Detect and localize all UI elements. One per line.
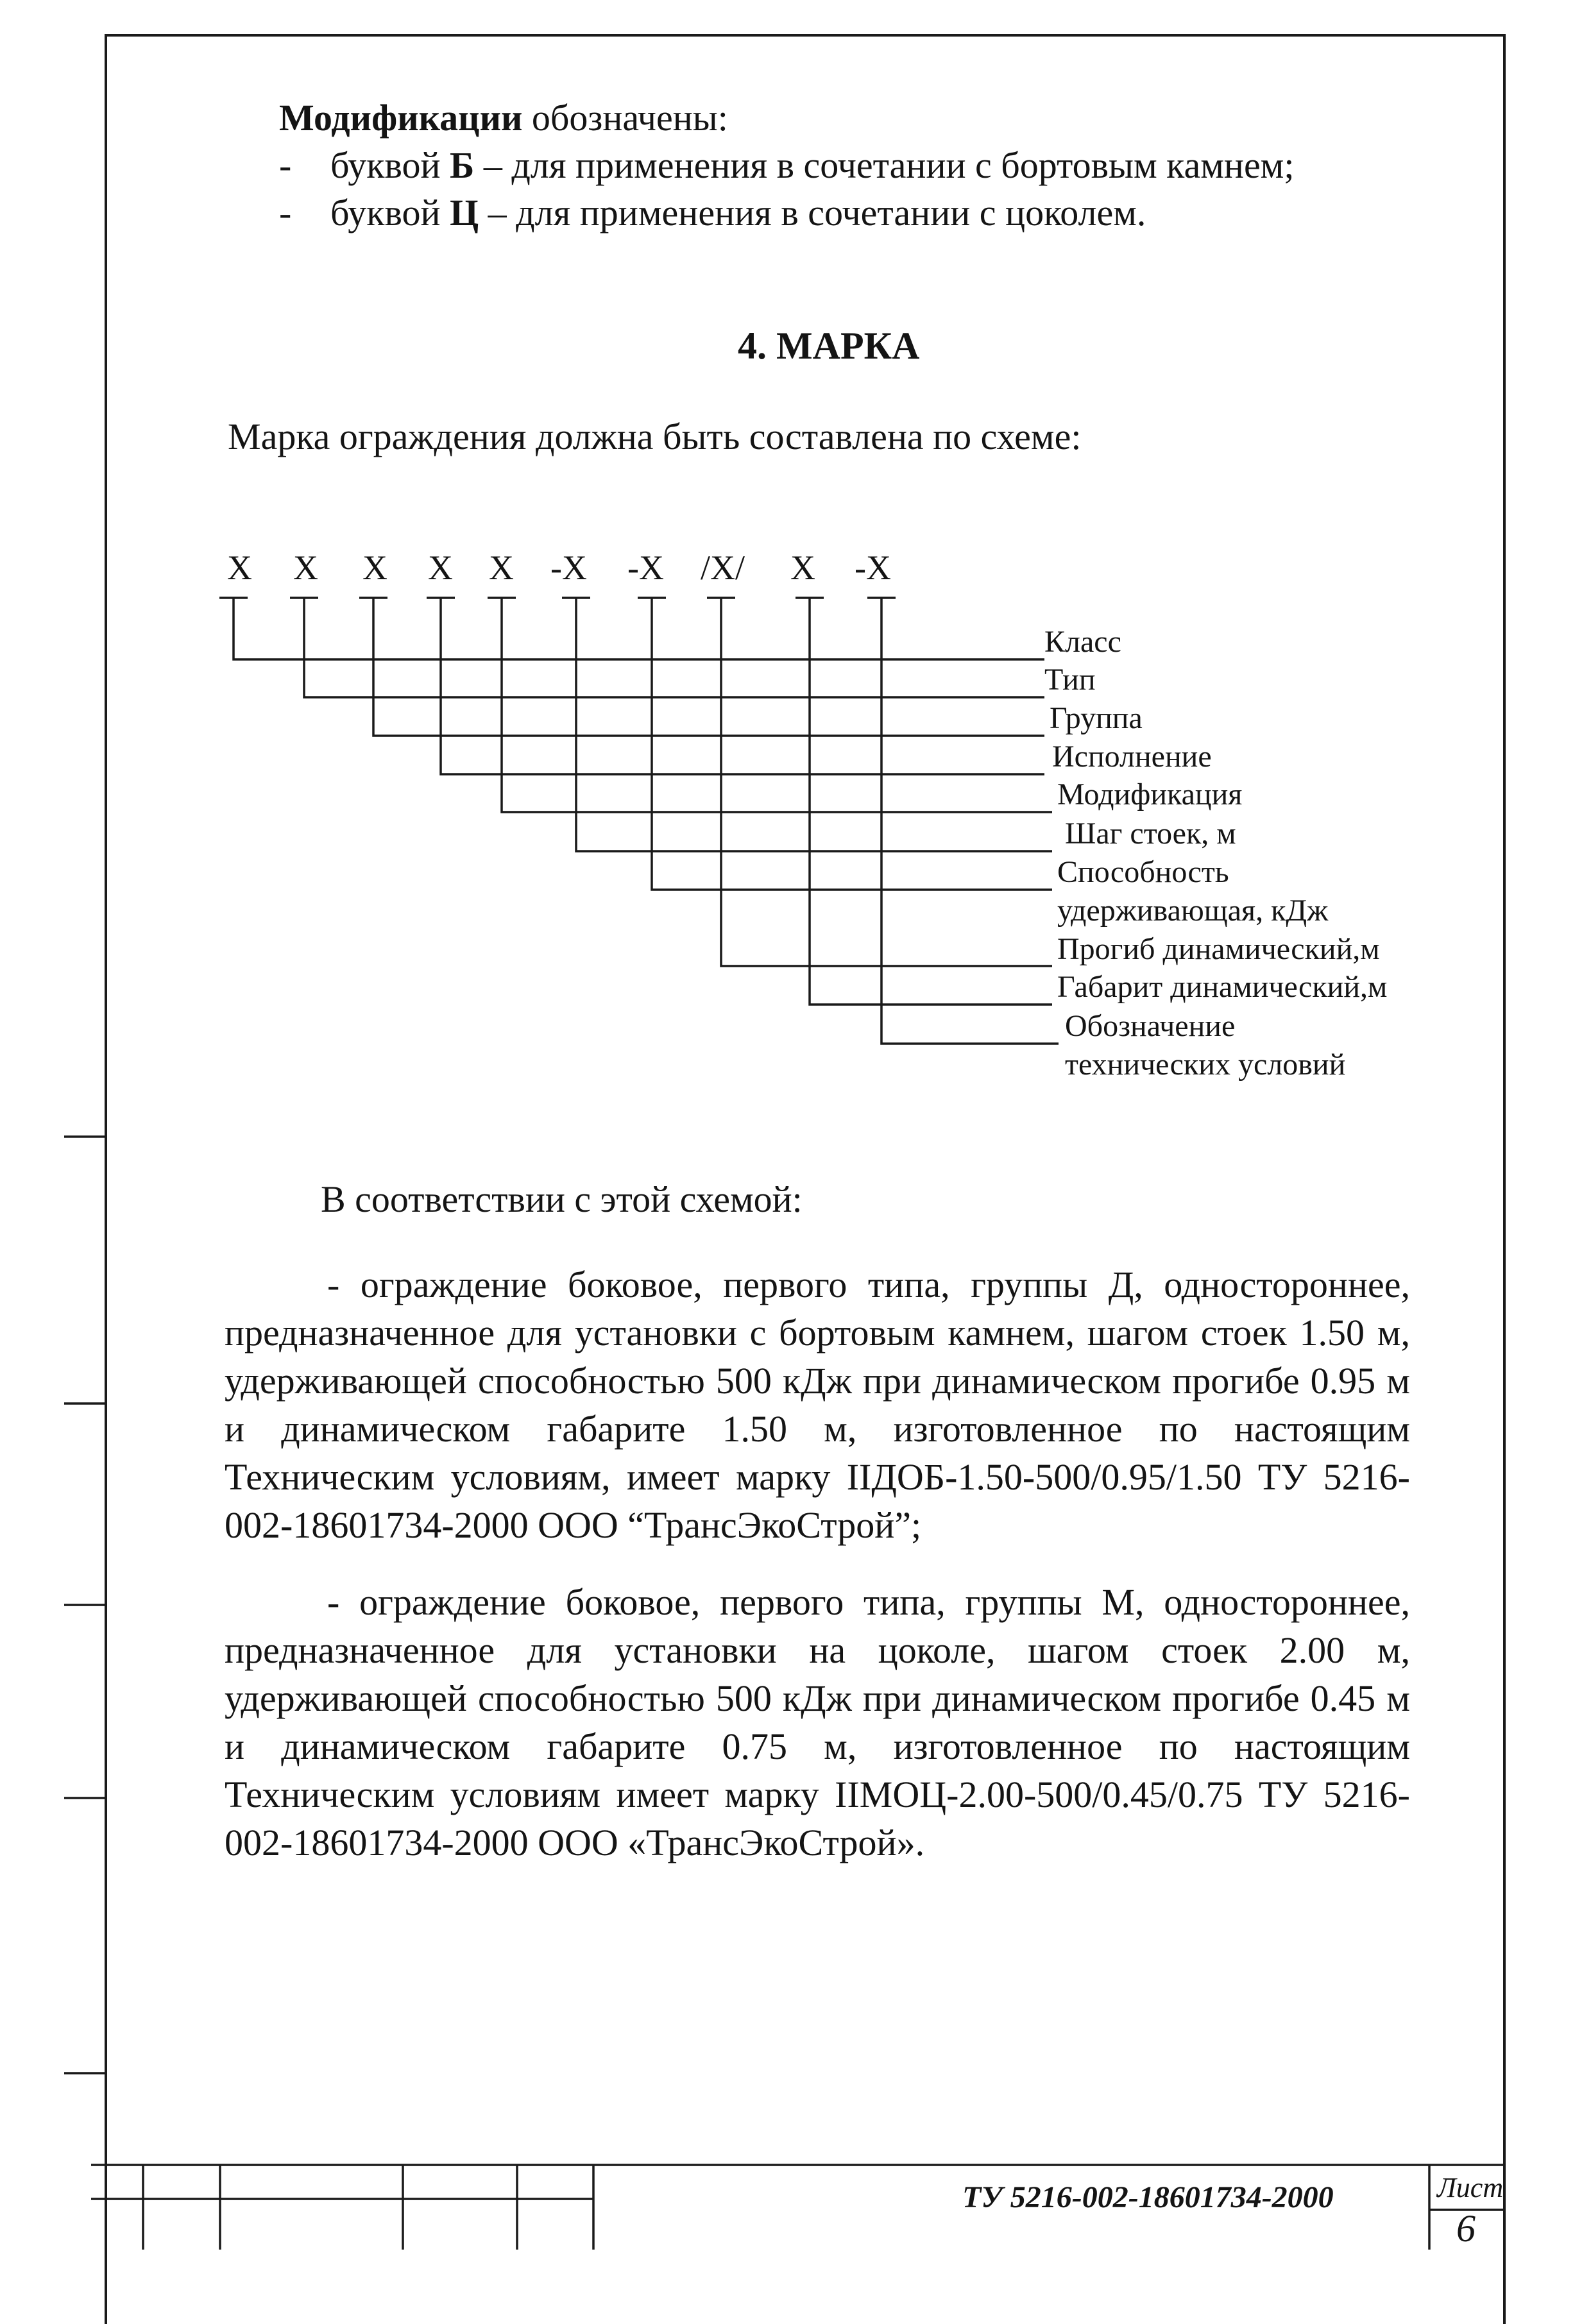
section-heading: 4. МАРКА: [738, 325, 920, 367]
modification-letter: Ц: [450, 192, 479, 233]
modification-prefix: буквой: [330, 192, 450, 233]
stamp-doc-code: ТУ 5216-002-18601734-2000: [962, 2180, 1334, 2214]
bullet-dash: -: [279, 192, 292, 233]
scheme-label: Обозначение: [1065, 1009, 1236, 1043]
scheme-code: X: [227, 548, 252, 587]
scheme-code: X: [489, 548, 514, 587]
scheme-label: Группа: [1050, 701, 1143, 735]
scheme-label: Способность: [1057, 855, 1229, 889]
modification-description: – для применения в сочетании с бортовым камнем;: [474, 144, 1295, 186]
section-intro: Марка ограждения должна быть составлена по схеме:: [228, 416, 1082, 457]
scheme-code: X: [428, 548, 453, 587]
scheme-label: технических условий: [1065, 1047, 1346, 1081]
scheme-label: Модификация: [1057, 777, 1243, 811]
scheme-label: Габарит динамический,м: [1057, 970, 1388, 1004]
scheme-code: /X/: [701, 548, 745, 587]
scheme-label: Прогиб динамический,м: [1057, 932, 1380, 966]
modifications-intro-bold: Модификации: [279, 97, 523, 139]
scheme-label: Тип: [1044, 663, 1096, 697]
scheme-code: X: [790, 548, 815, 587]
examples-intro: В соответствии с этой схемой:: [321, 1178, 803, 1220]
scheme-label: Класс: [1044, 625, 1121, 659]
scheme-label: Исполнение: [1052, 740, 1212, 774]
example-paragraph: - ограждение боковое, первого типа, группы Д, одностороннее, предназначенное для установки с бортовым камнем, шагом стоек 1.50 м, удерживающей способностью 500 кДж при динамическом прогибе 0.95 м и динамическом габарите 1.50 м, изготовленное по настоящим Техническим условиям, имеет марку IIДОБ-1.50-500/0.95/1.50 ТУ 5216-002-18601734-2000 ООО “ТрансЭкоСтрой”;: [225, 1264, 1410, 1546]
sheet-number: 6: [1456, 2207, 1476, 2250]
modification-letter: Б: [450, 144, 475, 186]
modifications-intro-rest: обозначены:: [522, 97, 728, 139]
scheme-code: X: [293, 548, 318, 587]
scheme-label: удерживающая, кДж: [1057, 894, 1329, 928]
scheme-code: -X: [550, 548, 587, 587]
scheme-code: -X: [627, 548, 664, 587]
sheet-label: Лист: [1437, 2172, 1504, 2203]
scheme-code: X: [362, 548, 387, 587]
modification-prefix: буквой: [330, 144, 450, 186]
scheme-label: Шаг стоек, м: [1065, 817, 1236, 851]
bullet-dash: -: [279, 144, 292, 186]
scheme-code: -X: [855, 548, 891, 587]
modification-description: – для применения в сочетании с цоколем.: [479, 192, 1146, 233]
example-paragraph: - ограждение боковое, первого типа, группы М, одностороннее, предназначенное для установки на цоколе, шагом стоек 2.00 м, удерживающей способностью 500 кДж при динамическом прогибе 0.45 м и динамическом габарите 0.75 м, изготовленное по настоящим Техническим условиям имеет марку IIМОЦ-2.00-500/0.45/0.75 ТУ 5216-002-18601734-2000 ООО «ТрансЭкоСтрой».: [225, 1581, 1410, 1863]
